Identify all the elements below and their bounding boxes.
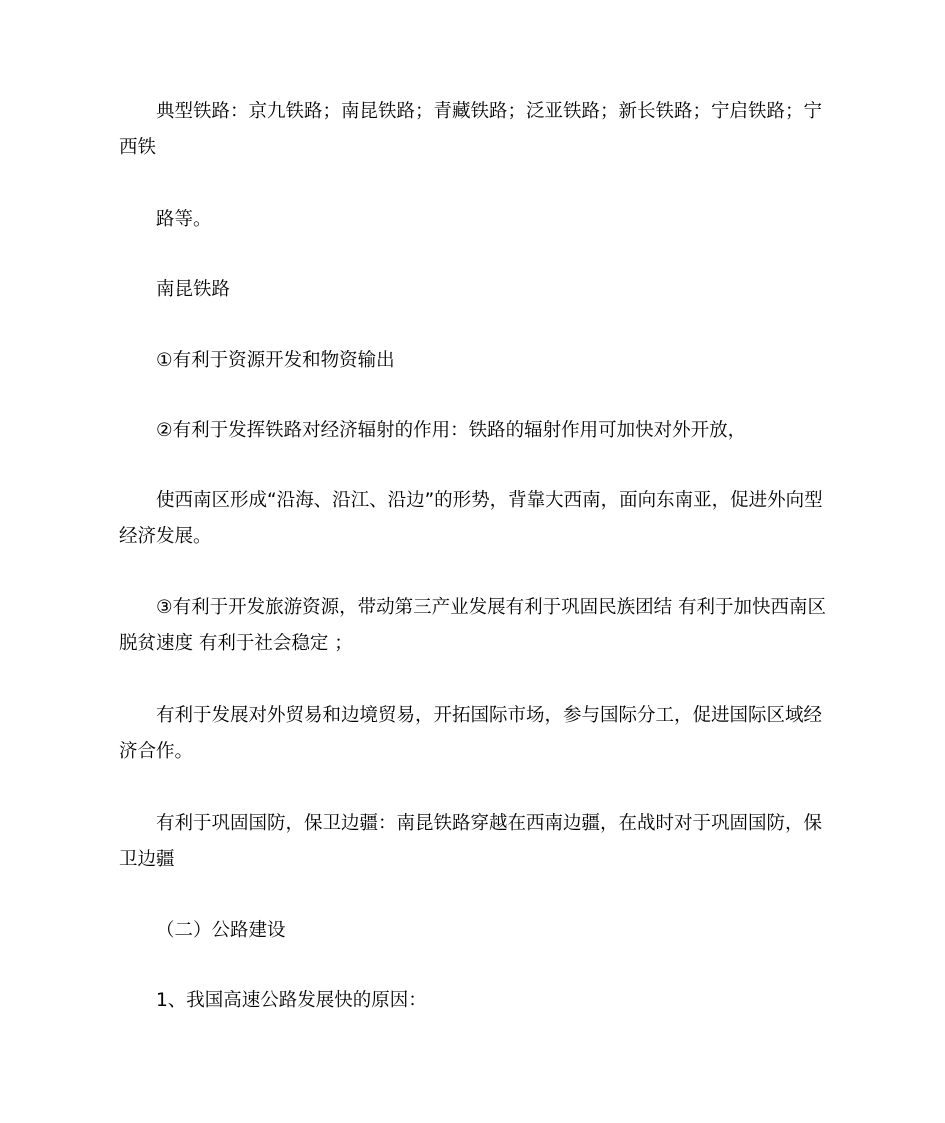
- paragraph-railways-continued: 路等。: [156, 209, 212, 230]
- paragraph-typical-railways: 典型铁路：京九铁路；南昆铁路；青藏铁路；泛亚铁路；新长铁路；宁启铁路；宁西铁: [119, 101, 823, 158]
- paragraph-foreign-trade: 有利于发展对外贸易和边境贸易，开拓国际市场，参与国际分工，促进国际区域经济合作。: [119, 705, 823, 762]
- paragraph-national-defense: 有利于巩固国防，保卫边疆：南昆铁路穿越在西南边疆，在战时对于巩固国防，保卫边疆: [119, 813, 823, 870]
- paragraph-point-3: ③有利于开发旅游资源，带动第三产业发展有利于巩固民族团结 有利于加快西南区脱贫速度 有利于社会稳定 ；: [119, 597, 826, 654]
- paragraph-point-2: ②有利于发挥铁路对经济辐射的作用：铁路的辐射作用可加快对外开放，: [156, 420, 747, 441]
- section-heading-highway: （二）公路建设: [156, 920, 286, 941]
- paragraph-nankun-heading: 南昆铁路: [156, 279, 231, 300]
- paragraph-southwest-development: 使西南区形成“沿海、沿江、沿边”的形势，背靠大西南，面向东南亚，促进外向型经济发展。: [119, 490, 823, 547]
- paragraph-point-1: ①有利于资源开发和物资输出: [156, 350, 395, 371]
- paragraph-highway-reasons: 1、我国高速公路发展快的原因：: [156, 990, 427, 1011]
